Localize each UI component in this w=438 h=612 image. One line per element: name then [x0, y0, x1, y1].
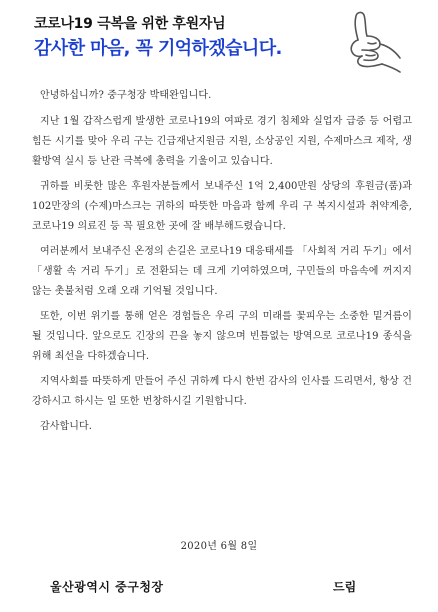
- letter-date: 2020년 6월 8일: [180, 541, 258, 552]
- letter-body: [32, 86, 412, 437]
- letter-closing: 감사합니다.: [40, 421, 93, 432]
- letter-sign-suffix: 드림: [333, 580, 357, 594]
- letter-paragraph: 지난 1월 갑작스럽게 발생한 코로나19의 여파로 경기 침체와 실업자 급증 등 어렵고 힘든 시기를 맞아 우리 구는 긴급재난지원금 지원, 소상공인 지원, 수제마스크 제작, 생활방역 실시 등 난관 극복에 총력을 기울이고 있습니다.: [32, 116, 412, 167]
- letter-paragraph: 귀하를 비롯한 많은 후원자분들께서 보내주신 1억 2,400만원 상당의 후원금(품)과 102만장의 (수제)마스크는 귀하의 따뜻한 마음과 함께 우리 구 복지시설과 취약계층, 코로나19 의료진 등 꼭 필요한 곳에 잘 배부해드렸습니다.: [32, 181, 412, 232]
- letter-paragraph: 여러분께서 보내주신 온정의 손길은 코로나19 대응태세를 「사회적 거리 두기」에서 「생활 속 거리 두기」로 전환되는 데 크게 기여하였으며, 구민들의 마음속에 꺼지지 않는 촛불처럼 오래 오래 기억될 것입니다.: [32, 246, 412, 297]
- letter-greeting: 안녕하십니까? 중구청장 박태완입니다.: [40, 90, 212, 101]
- letter-signer: 울산광역시 중구청장: [50, 580, 164, 594]
- thumbs-up-hand-icon: [330, 6, 406, 76]
- header-subtitle: 코로나19 극복을 위한 후원자님: [34, 16, 226, 32]
- header-title: 감사한 마음, 꼭 기억하겠습니다.: [34, 38, 282, 59]
- letter-paragraph: 지역사회를 따뜻하게 만들어 주신 귀하께 다시 한번 감사의 인사를 드리면서, 항상 건강하시고 하시는 일 또한 번창하시길 기원합니다.: [32, 376, 412, 407]
- letter-paragraph: 또한, 이번 위기를 통해 얻은 경험들은 우리 구의 미래를 꽃피우는 소중한 밑거름이 될 것입니다. 앞으로도 긴장의 끈을 놓지 않으며 빈틈없는 방역으로 코로나19 종식을 위해 최선을 다하겠습니다.: [32, 311, 412, 362]
